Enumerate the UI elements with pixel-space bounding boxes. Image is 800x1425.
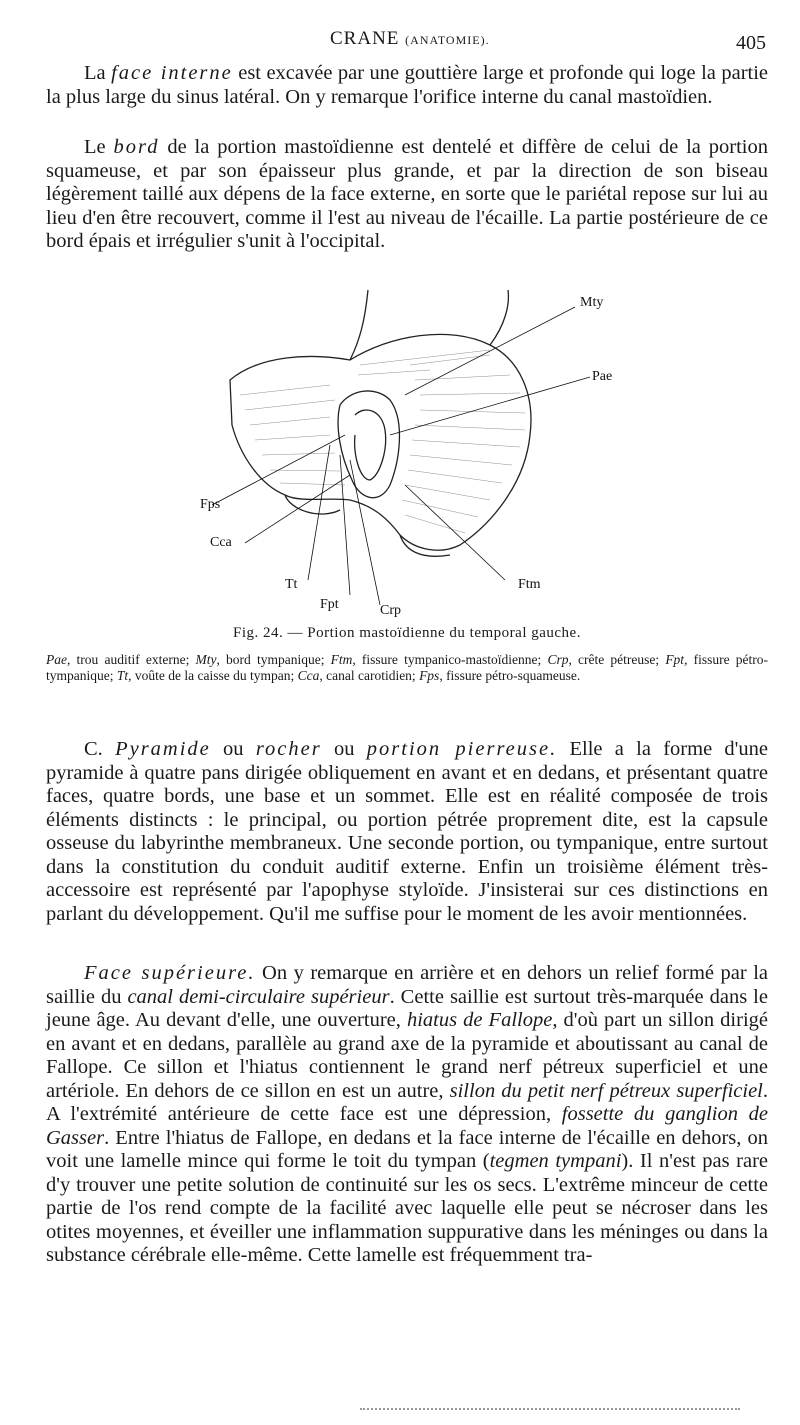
p4-italic: canal demi-circulaire supérieur: [127, 985, 390, 1008]
page-header: [0, 28, 800, 58]
legend-text: , canal carotidien;: [319, 668, 420, 683]
p4-text: . Cette saillie est surtout très-marquée dans le jeune âge. Au devant d'elle, une ouverture,: [46, 985, 768, 1031]
p3-term2: rocher: [255, 738, 322, 760]
legend-text: , crête pétreuse;: [568, 652, 666, 667]
p4-text: On y remarque en arrière et en dehors un relief formé par la saillie du: [46, 962, 768, 1008]
p2-before: Le: [84, 136, 114, 158]
legend-abbr: Pae: [46, 652, 67, 667]
anatomical-figure: [190, 285, 613, 618]
p1-term: face interne: [111, 62, 233, 84]
label-cca: Cca: [210, 535, 232, 550]
legend-text: , fissure pétro-tympanique;: [46, 652, 768, 683]
p3-after: Elle a la forme d'une pyramide à quatre pans dirigée obliquement en avant et en dedans, et présentant quatre faces, quatre bords, une base et un sommet. Elle est en réalité composée de trois éléments distincts : le principal, ou portion pétrée proprement dite, est la capsule osseuse du labyrinthe membraneux. Une seconde portion, ou tympanique, entre surtout dans la constitution du conduit auditif externe. Enfin un troisième élément très-accessoire est représenté par l'apophyse styloïde. J'insisterai sur ces distinctions en parlant du développement. Qu'il me suffise pour le moment de les avoir mentionnées.: [46, 738, 768, 925]
label-pae: Pae: [592, 369, 613, 384]
p4-italic: sillon du petit nerf pétreux superficiel: [449, 1079, 763, 1102]
p4-italic: fossette du ganglion de Gasser: [46, 1103, 768, 1149]
legend-abbr: Cca: [297, 668, 320, 683]
p4-italic: tegmen tympani: [489, 1150, 622, 1172]
p3-mid2: ou: [321, 738, 367, 760]
running-title-sub: (ANATOMIE).: [405, 33, 490, 47]
footer-scan-artifact: [360, 1408, 740, 1413]
paragraph-face-interne: [46, 62, 768, 109]
label-fps: Fps: [200, 497, 221, 512]
label-tt: Tt: [285, 577, 298, 592]
p2-term: bord: [113, 136, 160, 158]
running-title-main: CRANE: [330, 28, 400, 49]
legend-abbr: Tt: [116, 668, 129, 683]
paragraph-pyramide: [46, 738, 768, 926]
p3-term3: portion pierreuse.: [366, 738, 558, 760]
p4-term: Face supérieure.: [84, 962, 256, 984]
p3-mid1: ou: [210, 738, 256, 760]
p1-after: est excavée par une gouttière large et profonde qui loge la partie la plus large du sinus latéral. On y remarque l'orifice interne du canal mastoïdien.: [46, 62, 769, 108]
running-title: [330, 28, 490, 50]
p4-italic: hiatus de Fallope: [406, 1009, 553, 1031]
legend-text: , bord tympanique;: [216, 652, 331, 667]
p3-lead: C.: [84, 738, 116, 760]
figure-legend: [46, 652, 768, 684]
p2-after: de la portion mastoïdienne est dentelé et diffère de celui de la portion squameuse, et par son épaisseur plus grande, et par la direction de son biseau légèrement taillé aux dépens de la face externe, en sorte que le pariétal repose sur lui au lieu d'en être recouvert, comme il l'est au niveau de l'écaille. La partie postérieure de ce bord épais et irrégulier s'unit à l'occipital.: [46, 136, 768, 252]
label-fpt: Fpt: [320, 597, 339, 612]
temporal-bone-drawing: [190, 285, 613, 615]
label-crp: Crp: [380, 603, 401, 618]
label-mty: Mty: [580, 295, 604, 310]
caption-title: Fig. 24. — Portion mastoïdienne du temporal gauche.: [233, 625, 581, 641]
paragraph-face-superieure: [46, 962, 768, 1268]
figure-caption: [46, 625, 768, 684]
label-ftm: Ftm: [518, 577, 541, 592]
p4-text: , d'où part un sillon dirigé en avant et en dedans, parallèle au grand axe de la pyramide et aboutissant au canal de Fallope. Ce sillon et l'hiatus contiennent le grand nerf pétreux superficiel et une artériole. En dehors de ce sillon en est un autre,: [46, 1009, 768, 1102]
legend-text: , trou auditif externe;: [67, 652, 196, 667]
legend-abbr: Ftm: [330, 652, 353, 667]
legend-text: , fissure pétro-squameuse.: [439, 668, 581, 683]
p4-text: . Entre l'hiatus de Fallope, en dedans et la face interne de l'écaille en dehors, on voit une lamelle mince qui forme le toit du tympan (: [46, 1126, 768, 1172]
paragraph-bord: [46, 136, 768, 254]
legend-abbr: Fps: [419, 668, 440, 683]
p4-text: ). Il n'est pas rare d'y trouver une petite solution de continuité sur les os secs. L'extrême minceur de cette partie de l'os rend compte de la facilité avec laquelle elle peut se nécroser dans les otites moyennes, et éveiller une inflammation suppurative dans les méninges ou dans la substance cérébrale elle-même. Cette lamelle est fréquemment tra-: [46, 1150, 769, 1266]
legend-abbr: Crp: [547, 652, 569, 667]
legend-text: , fissure tympanico-mastoïdienne;: [352, 652, 548, 667]
legend-abbr: Mty: [195, 652, 217, 667]
legend-text: , voûte de la caisse du tympan;: [128, 668, 298, 683]
page-number: 405: [736, 32, 766, 54]
p4-text: . A l'extrémité antérieure de cette face est une dépression,: [46, 1079, 768, 1125]
legend-abbr: Fpt: [665, 652, 685, 667]
p3-term1: Pyramide: [115, 738, 211, 760]
p1-before: La: [84, 62, 112, 84]
